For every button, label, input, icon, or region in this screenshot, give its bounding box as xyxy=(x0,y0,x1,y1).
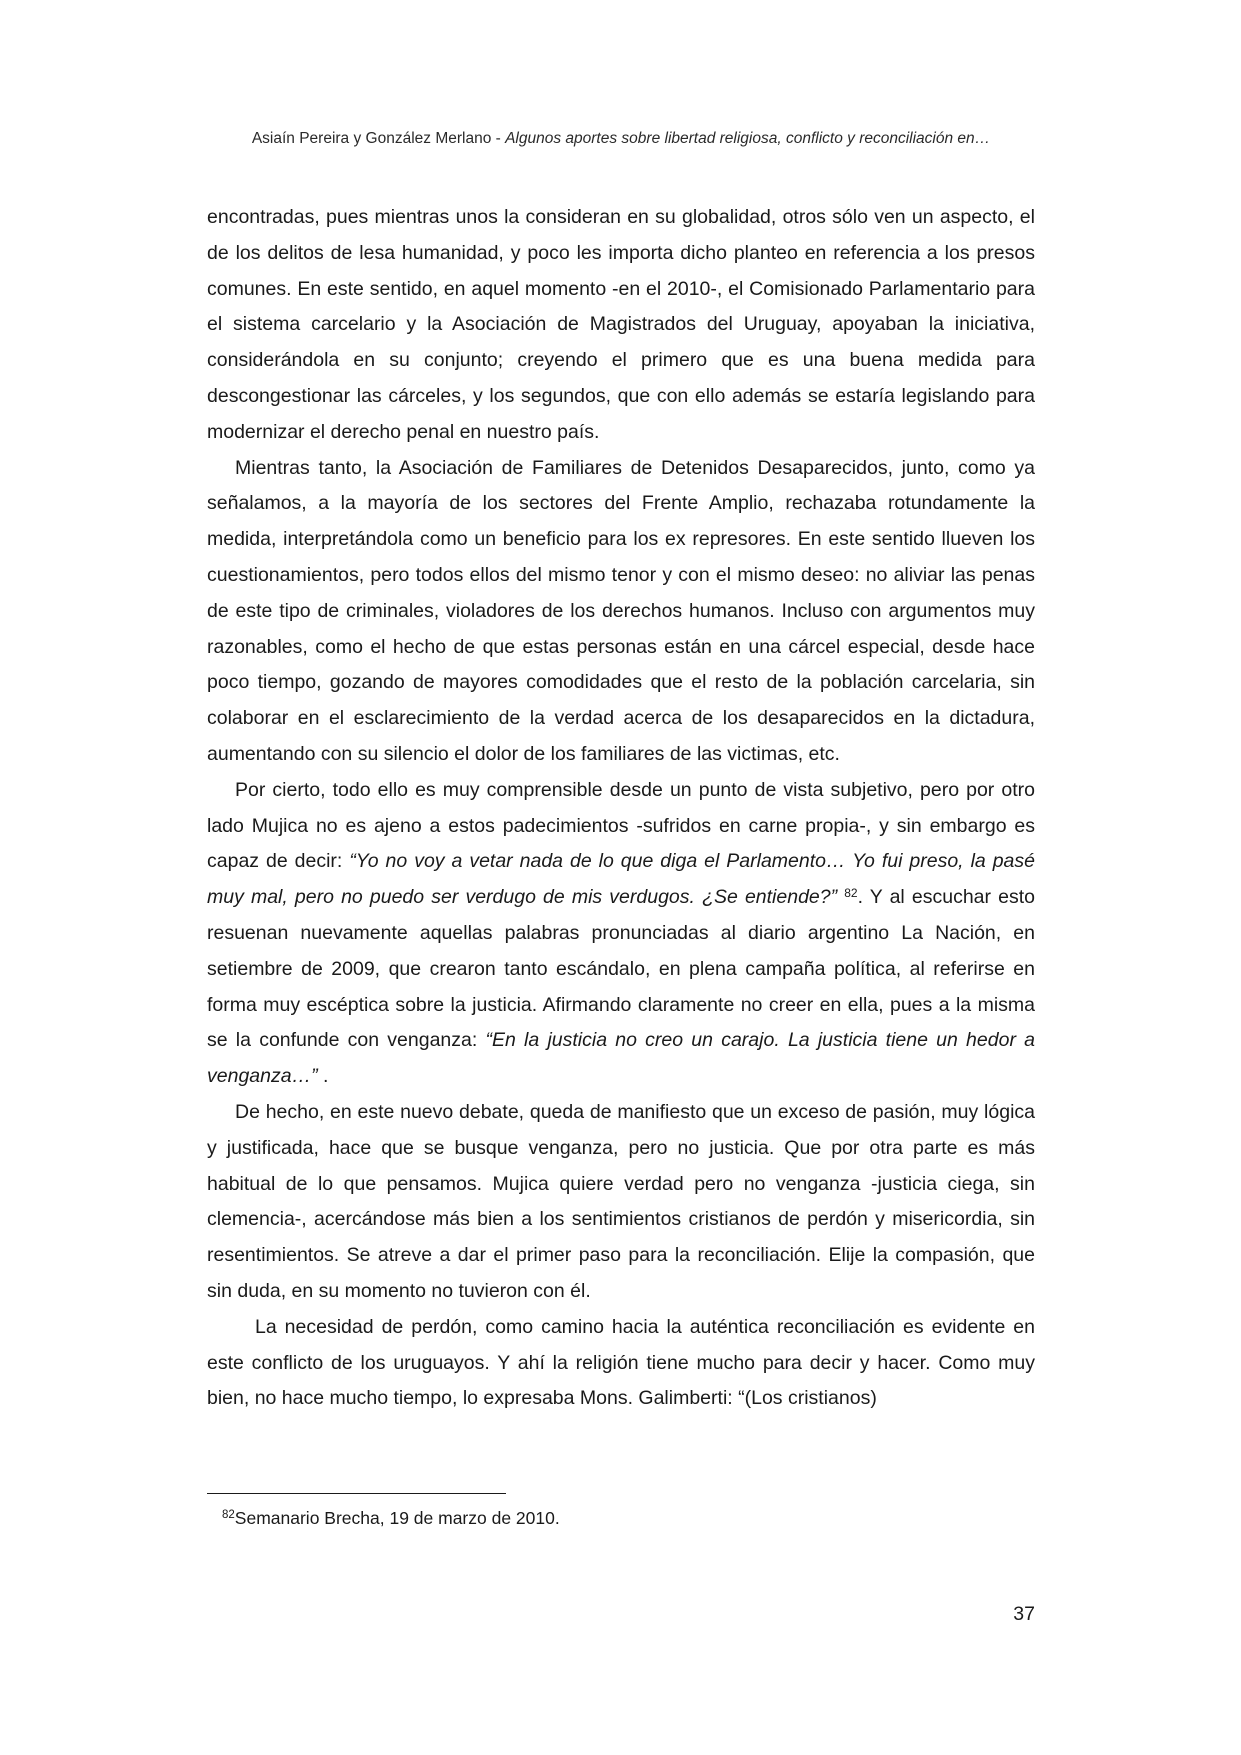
footnote-number: 82 xyxy=(222,1509,235,1521)
page-number: 37 xyxy=(1013,1603,1035,1625)
paragraph-5: La necesidad de perdón, como camino hacia la auténtica reconciliación es evidente en este conflicto de los uruguayos. Y ahí la religión tiene mucho para decir y hacer. Como muy bien, no hace mucho tiempo, lo expresaba Mons. Galimberti: “(Los cristianos) xyxy=(207,1315,1035,1410)
paragraph-3 xyxy=(207,773,1035,1095)
paragraph-3-text-1: Por cierto, todo ello es muy comprensible desde un punto de vista subjetivo, pero por otro lado Mujica no es ajeno a estos padecimientos -sufridos en carne propia-, y sin embargo es capaz de decir: xyxy=(207,778,1035,873)
paragraph-3-text-3: . xyxy=(317,1065,329,1088)
running-header xyxy=(206,130,1036,148)
footnote xyxy=(222,1506,560,1530)
paragraph-3-text-2: . Y al escuchar esto resuenan nuevamente aquellas palabras pronunciadas al diario argentino La Nación, en setiembre de 2009, que crearon tanto escándalo, en plena campaña política, al referirse en forma muy escéptica sobre la justicia. Afirmando claramente no creer en ella, pues a la misma se la confunde con venganza: xyxy=(207,886,1035,1052)
footnote-reference[interactable]: 82 xyxy=(844,886,858,901)
footnote-separator xyxy=(207,1493,506,1494)
header-title: Algunos aportes sobre libertad religiosa, conflicto y reconciliación en… xyxy=(505,130,991,147)
justice-quote: “En la justicia no creo un carajo. La justicia tiene un hedor a venganza…” xyxy=(207,1029,1035,1088)
paragraph-1: encontradas, pues mientras unos la consideran en su globalidad, otros sólo ven un aspecto, el de los delitos de lesa humanidad, y poco les importa dicho planteo en referencia a los presos comunes. En este sentido, en aquel momento -en el 2010-, el Comisionado Parlamentario para el sistema carcelario y la Asociación de Magistrados del Uruguay, apoyaban la iniciativa, considerándola en su conjunto; creyendo el primero que es una buena medida para descongestionar las cárceles, y los segundos, que con ello además se estaría legislando para modernizar el derecho penal en nuestro país. xyxy=(207,206,1035,443)
mujica-quote: “Yo no voy a vetar nada de lo que diga el Parlamento… Yo fui preso, la pasé muy mal, pero no puedo ser verdugo de mis verdugos. ¿Se entiende?” xyxy=(207,850,1035,909)
paragraph-2: Mientras tanto, la Asociación de Familiares de Detenidos Desaparecidos, junto, como ya señalamos, a la mayoría de los sectores del Frente Amplio, rechazaba rotundamente la medida, interpretándola como un beneficio para los ex represores. En este sentido llueven los cuestionamientos, pero todos ellos del mismo tenor y con el mismo deseo: no aliviar las penas de este tipo de criminales, violadores de los derechos humanos. Incluso con argumentos muy razonables, como el hecho de que estas personas están en una cárcel especial, desde hace poco tiempo, gozando de mayores comodidades que el resto de la población carcelaria, sin colaborar en el esclarecimiento de la verdad acerca de los desaparecidos en la dictadura, aumentando con su silencio el dolor de los familiares de las victimas, etc. xyxy=(207,456,1035,765)
footnote-text: Semanario Brecha, 19 de marzo de 2010. xyxy=(234,1508,560,1528)
header-authors: Asiaín Pereira y González Merlano - xyxy=(251,130,506,147)
body-text xyxy=(207,200,1035,1417)
paragraph-4: De hecho, en este nuevo debate, queda de manifiesto que un exceso de pasión, muy lógica y justificada, hace que se busque venganza, pero no justicia. Que por otra parte es más habitual de lo que pensamos. Mujica quiere verdad pero no venganza -justicia ciega, sin clemencia-, acercándose más bien a los sentimientos cristianos de perdón y misericordia, sin resentimientos. Se atreve a dar el primer paso para la reconciliación. Elije la compasión, que sin duda, en su momento no tuvieron con él. xyxy=(207,1100,1035,1302)
